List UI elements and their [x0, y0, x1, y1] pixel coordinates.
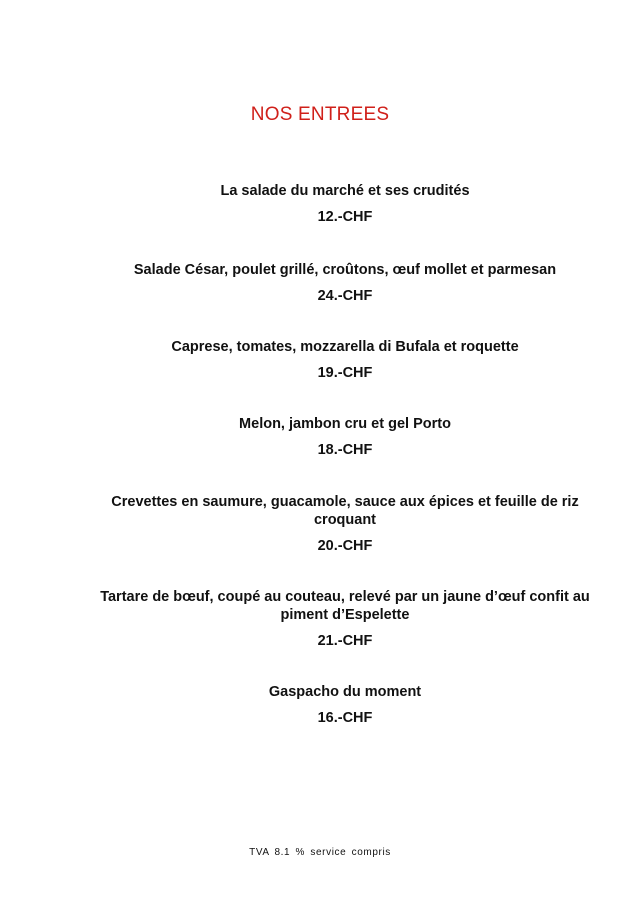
dish-name: Gaspacho du moment: [268, 684, 422, 700]
dish-price: 19.-CHF: [317, 365, 373, 381]
menu-item: [90, 261, 600, 305]
dish-price: 24.-CHF: [317, 288, 373, 304]
menu-item: [90, 683, 600, 727]
menu-item: [90, 493, 600, 555]
menu-item: [90, 588, 600, 650]
dish-name: Salade César, poulet grillé, croûtons, œuf mollet et parmesan: [133, 262, 557, 278]
dish-name: Tartare de bœuf, coupé au couteau, relevé par un jaune d’œuf confit au piment d’Espelette: [100, 589, 590, 623]
dish-price: 20.-CHF: [317, 538, 373, 554]
dish-price: 18.-CHF: [317, 442, 373, 458]
dish-name: Melon, jambon cru et gel Porto: [239, 416, 451, 432]
dish-name: Crevettes en saumure, guacamole, sauce aux épices et feuille de riz croquant: [111, 494, 579, 528]
dish-price: 12.-CHF: [317, 209, 373, 225]
dish-price: 16.-CHF: [317, 710, 373, 726]
footer-note: TVA 8.1 % service compris: [249, 847, 391, 858]
page-title: NOS ENTREES: [250, 104, 390, 125]
dish-price: 21.-CHF: [317, 633, 373, 649]
dish-name: Caprese, tomates, mozzarella di Bufala et roquette: [171, 339, 519, 355]
menu-item: [90, 338, 600, 382]
menu-item: [90, 182, 600, 226]
menu-item: [90, 415, 600, 459]
dish-name: La salade du marché et ses crudités: [220, 183, 470, 199]
